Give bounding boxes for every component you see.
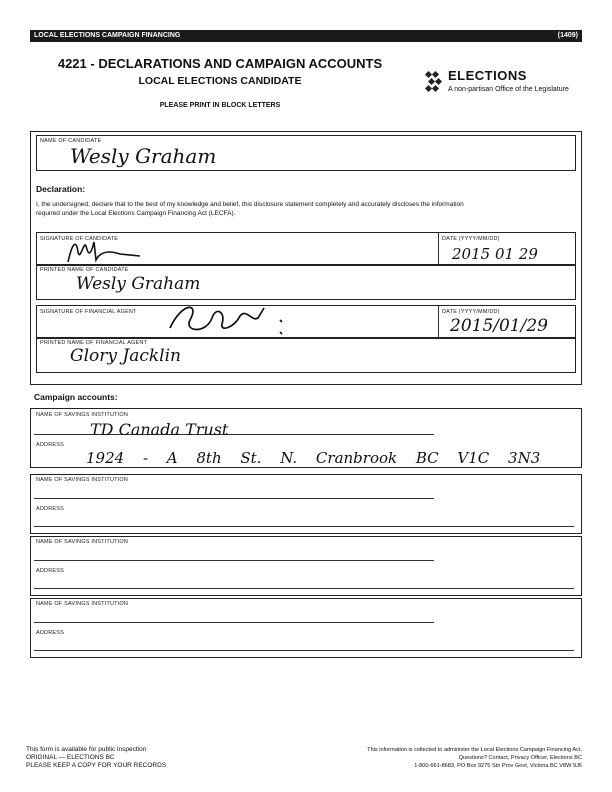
institution-line: [34, 498, 434, 499]
footer-copy-note: PLEASE KEEP A COPY FOR YOUR RECORDS: [26, 762, 167, 769]
form-series-label: LOCAL ELECTIONS CAMPAIGN FINANCING: [34, 32, 181, 39]
printed-candidate-value[interactable]: Wesly Graham: [76, 274, 201, 294]
campaign-accounts-heading: Campaign accounts:: [34, 392, 118, 402]
date-label-candidate: DATE (YYYY/MM/DD): [442, 236, 500, 242]
declaration-heading: Declaration:: [36, 184, 86, 194]
elections-logo-text: ELECTIONS: [448, 68, 527, 83]
printed-agent-label: PRINTED NAME OF FINANCIAL AGENT: [40, 340, 148, 346]
account-3-box: [30, 536, 582, 596]
candidate-name-value: Wesly Graham: [70, 144, 217, 168]
institution-value[interactable]: TD Canada Trust: [90, 420, 229, 439]
print-instruction: PLEASE PRINT IN BLOCK LETTERS: [159, 102, 281, 109]
address-label: ADDRESS: [36, 442, 64, 448]
date-label-agent: DATE (YYYY/MM/DD): [442, 309, 500, 315]
agent-signature[interactable]: [160, 298, 300, 340]
form-version-label: (1409): [557, 32, 578, 39]
address-line: [34, 526, 574, 527]
footer-original-note: ORIGINAL — ELECTIONS BC: [26, 754, 115, 761]
candidate-signature[interactable]: [60, 232, 150, 266]
account-2-box: [30, 474, 582, 534]
agent-signature-label: SIGNATURE OF FINANCIAL AGENT: [40, 309, 137, 315]
address-value[interactable]: 1924 - A 8th St. N. Cranbrook BC V1C 3N3: [86, 449, 541, 467]
form-subtitle: LOCAL ELECTIONS CANDIDATE: [138, 75, 302, 87]
footer-privacy-note: This information is collected to administer the Local Elections Campaign Financing Act.: [367, 747, 582, 753]
footer-address-note: 1-800-661-8683, PO Box 9275 Stn Prov Govt, Victoria BC V8W 9J6: [414, 763, 582, 769]
institution-label: NAME OF SAVINGS INSTITUTION: [36, 539, 129, 545]
printed-agent-value[interactable]: Glory Jacklin: [70, 346, 181, 366]
form-title: 4221 - DECLARATIONS AND CAMPAIGN ACCOUNTS: [57, 56, 383, 71]
institution-label: NAME OF SAVINGS INSTITUTION: [36, 601, 129, 607]
declaration-text-2: required under the Local Elections Campaign Financing Act (LECFA).: [36, 210, 236, 217]
footer-left: [26, 746, 306, 770]
institution-line: [34, 560, 434, 561]
institution-label: NAME OF SAVINGS INSTITUTION: [36, 477, 129, 483]
footer-contact-note: Questions? Contact, Privacy Officer, Elections BC: [458, 755, 582, 761]
address-label: ADDRESS: [36, 630, 64, 636]
date-value-candidate[interactable]: 2015 01 29: [452, 245, 538, 263]
declaration-text-1: I, the undersigned, declare that to the best of my knowledge and belief, this disclosure statement completely and accurately discloses the information: [36, 201, 464, 208]
elections-logo-subtitle: A non-partisan Office of the Legislature: [448, 86, 569, 93]
elections-bc-logo-icon: [424, 70, 446, 96]
account-4-box: [30, 598, 582, 658]
address-line: [34, 650, 574, 651]
address-label: ADDRESS: [36, 568, 64, 574]
agent-date-divider: [438, 305, 439, 338]
date-value-agent[interactable]: 2015/01/29: [450, 316, 548, 336]
printed-candidate-label: PRINTED NAME OF CANDIDATE: [40, 267, 129, 273]
address-label: ADDRESS: [36, 506, 64, 512]
footer-right: [300, 746, 582, 770]
signature-date-divider: [438, 232, 439, 265]
footer-public-note: This form is available for public inspection: [26, 746, 147, 753]
institution-line: [34, 622, 434, 623]
address-line: [34, 588, 574, 589]
candidate-signature-label: SIGNATURE OF CANDIDATE: [40, 236, 119, 242]
institution-label: NAME OF SAVINGS INSTITUTION: [36, 412, 129, 418]
form-header-bar: [30, 30, 582, 42]
candidate-name-label: NAME OF CANDIDATE: [40, 138, 102, 144]
